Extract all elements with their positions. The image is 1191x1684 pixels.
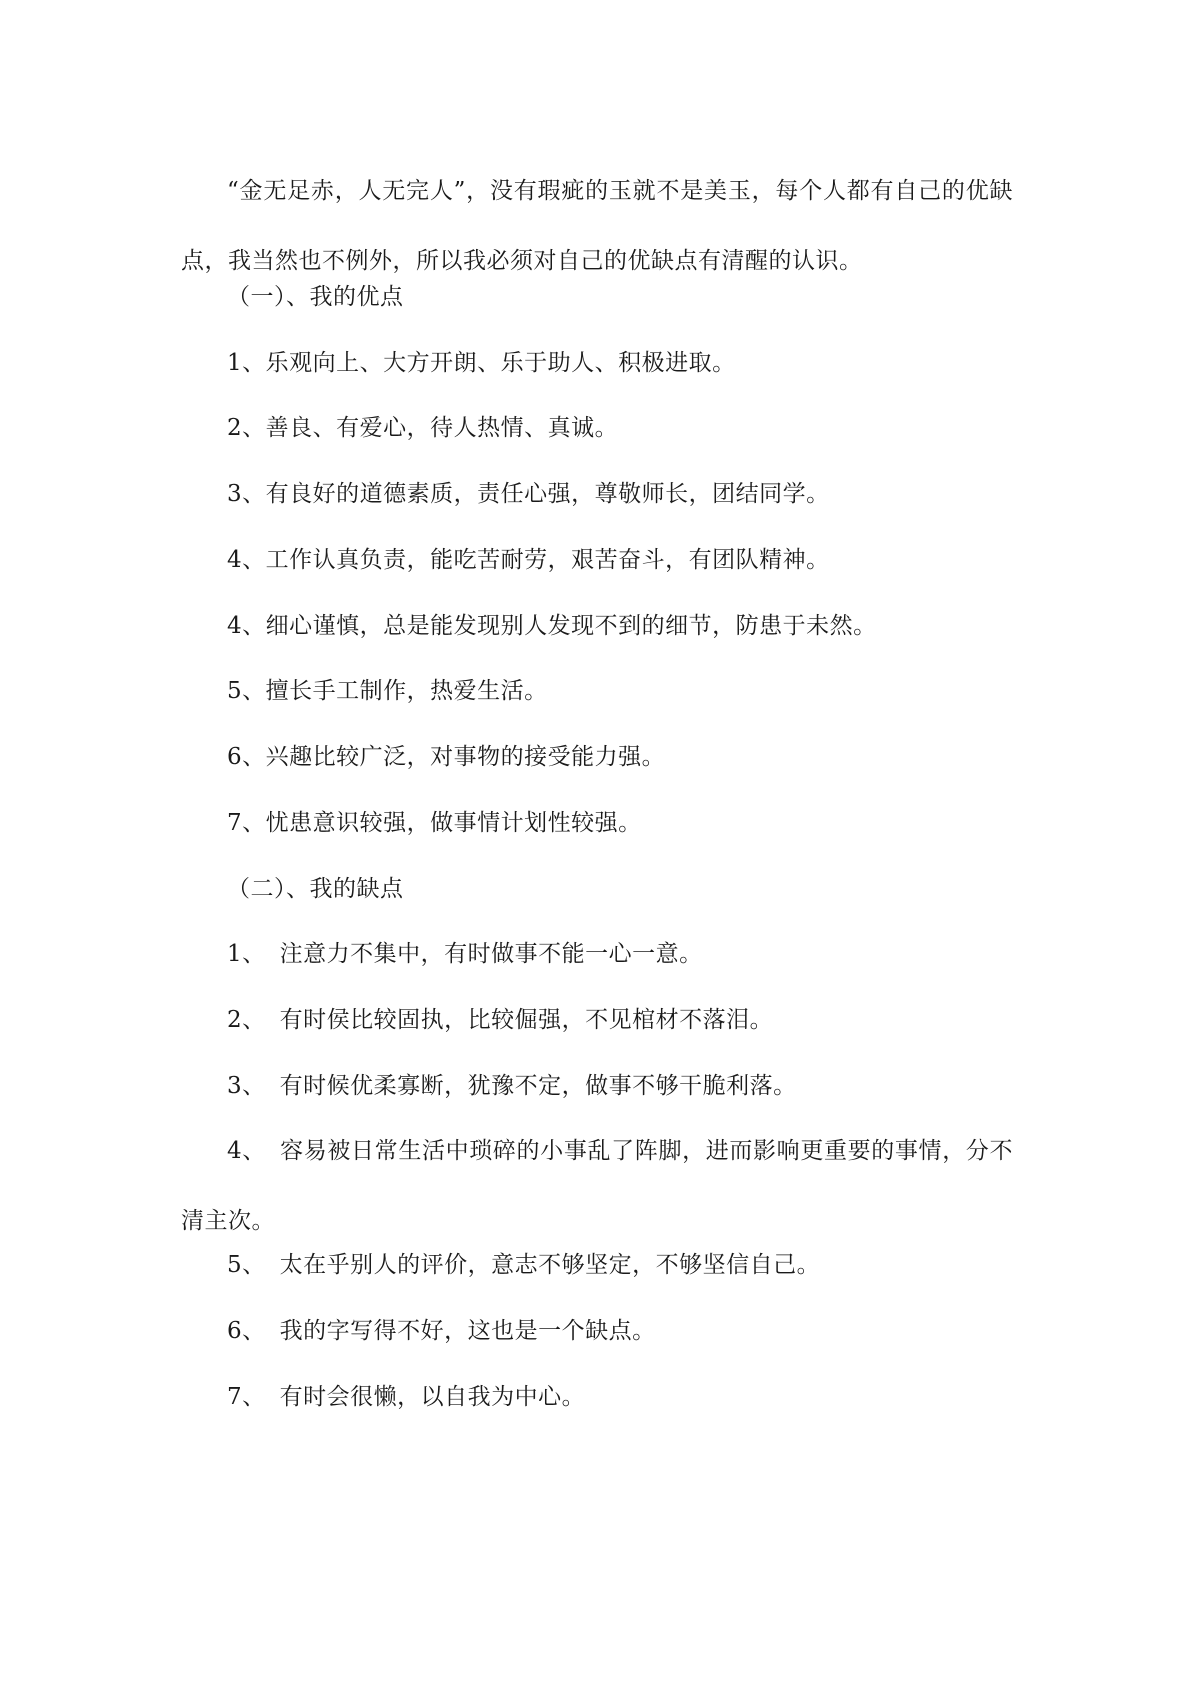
- weakness-item-2: [227, 1002, 773, 1038]
- weakness-number: 5、: [227, 1252, 266, 1278]
- weakness-text: 我的字写得不好，这也是一个缺点。: [279, 1318, 656, 1344]
- weaknesses-heading: （二）、我的缺点: [227, 876, 404, 902]
- weakness-number: 1、: [227, 941, 266, 967]
- weakness-text: 太在乎别人的评价，意志不够坚定，不够坚信自己。: [279, 1252, 821, 1278]
- weakness-number: 4、: [227, 1138, 266, 1164]
- weakness-item-1: [227, 936, 703, 972]
- weakness-number: 7、: [227, 1384, 266, 1410]
- intro-paragraph: “金无足赤，人无完人”，没有瑕疵的玉就不是美玉，每个人都有自己的优缺点，我当然也不例外，所以我必须对自己的优缺点有清醒的认识。: [181, 178, 1013, 274]
- strength-item-7: 6、兴趣比较广泛，对事物的接受能力强。: [227, 744, 666, 770]
- weakness-text: 有时候优柔寡断，犹豫不定，做事不够干脆利落。: [279, 1073, 797, 1099]
- weakness-number: 2、: [227, 1007, 266, 1033]
- strength-item-1: 1、乐观向上、大方开朗、乐于助人、积极进取。: [227, 350, 736, 376]
- weakness-text: 注意力不集中，有时做事不能一心一意。: [279, 941, 703, 967]
- weakness-number: 3、: [227, 1073, 266, 1099]
- weakness-text: 容易被日常生活中琐碎的小事乱了阵脚，进而影响更重要的事情，分不清主次。: [181, 1138, 1014, 1234]
- weakness-text: 有时侯比较固执，比较倔强，不见棺材不落泪。: [279, 1007, 774, 1033]
- weakness-number: 6、: [227, 1318, 266, 1344]
- weakness-item-5: [227, 1247, 820, 1283]
- strength-item-2: 2、善良、有爱心，待人热情、真诚。: [227, 415, 619, 441]
- weakness-text: 有时会很懒，以自我为中心。: [279, 1384, 586, 1410]
- weakness-item-4: [181, 1116, 1013, 1256]
- strength-item-5: 4、细心谨慎，总是能发现别人发现不到的细节，防患于未然。: [227, 613, 877, 639]
- strength-item-6: 5、擅长手工制作，热爱生活。: [227, 678, 548, 704]
- weakness-item-6: [227, 1313, 656, 1349]
- strength-item-4: 4、工作认真负责，能吃苦耐劳，艰苦奋斗，有团队精神。: [227, 547, 830, 573]
- strengths-heading: （一）、我的优点: [227, 284, 404, 310]
- weakness-item-7: [227, 1379, 585, 1415]
- strength-item-3: 3、有良好的道德素质，责任心强，尊敬师长，团结同学。: [227, 481, 830, 507]
- strength-item-8: 7、忧患意识较强，做事情计划性较强。: [227, 810, 642, 836]
- weakness-item-3: [227, 1068, 797, 1104]
